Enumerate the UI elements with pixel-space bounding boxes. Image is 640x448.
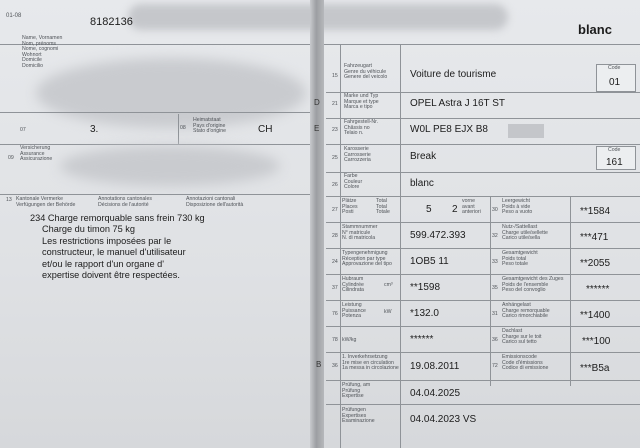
redacted-chassis-tail bbox=[508, 124, 544, 138]
payload-code: 32 bbox=[492, 233, 498, 239]
vehicle-type-code-label: Code bbox=[608, 65, 621, 71]
row23-code: 23 bbox=[332, 127, 338, 133]
first-reg-code: 36 bbox=[332, 363, 338, 369]
row26-code: 26 bbox=[332, 182, 338, 188]
inspection-labels: Prüfung, am Prüfung Expertise bbox=[342, 382, 371, 400]
ratio-unit: kW/kg bbox=[342, 337, 357, 343]
body-type: Break bbox=[410, 151, 437, 162]
expertise-labels: Prüfungen Expertises Esaminazione bbox=[342, 407, 375, 425]
power-code: 76 bbox=[332, 311, 338, 317]
empty-weight-code: 30 bbox=[492, 207, 498, 213]
side-letter-e: E bbox=[314, 124, 320, 133]
payload-labels: Nutz-/Sattellast Charge utile/sellette Carico utile/sella bbox=[502, 224, 548, 242]
first-reg-labels: 1. Inverkehrsetzung 1re mise en circulation 1a messa in circolazione bbox=[342, 354, 399, 372]
row15-labels: Fahrzeugart Genre du véhicule Genere del veicolo bbox=[344, 63, 388, 81]
power: *132.0 bbox=[410, 308, 439, 319]
cantonal-remarks: 234 Charge remorquable sans frein 730 kg Charge du timon 75 kg Les restrictions imposées par le constructeur, le manuel d'utilisateur et/ou le rapport d'un organe d' expertise doivent être respectées. bbox=[30, 213, 205, 281]
row25-labels: Karosserie Carrosserie Carrozzeria bbox=[344, 146, 371, 164]
seats-sub-labels: Total Total Totale bbox=[376, 198, 390, 216]
seats-code: 27 bbox=[332, 207, 338, 213]
row21-labels: Marke und Typ Marque et type Marca e tipo bbox=[344, 93, 379, 111]
doc-number-prefix: 01-08 bbox=[6, 13, 22, 19]
emission-labels: Emissionscode Code d'émissions Codice di emissione bbox=[502, 354, 549, 372]
chassis-number: W0L PE8 EJX B8 bbox=[410, 124, 488, 135]
remarks-labels-it: Annotazioni cantonali Disposizione dell'autorità bbox=[186, 196, 244, 208]
matricule-labels: Stammnummer N° matricule N. di matricola bbox=[342, 224, 378, 242]
row09-code: 09 bbox=[8, 155, 14, 161]
power-unit: kW bbox=[384, 309, 392, 315]
doc-number: 8182136 bbox=[90, 16, 133, 28]
power-weight-ratio: ****** bbox=[410, 334, 434, 345]
front-labels: vorne avant anteriori bbox=[462, 198, 481, 216]
header-color: blanc bbox=[578, 22, 612, 37]
cylinder: **1598 bbox=[410, 282, 441, 293]
make-model: OPEL Astra J 16T ST bbox=[410, 98, 506, 109]
row26-labels: Farbe Couleur Colore bbox=[344, 173, 363, 191]
body-code: 161 bbox=[606, 157, 623, 168]
insurance-labels: Versicherung Assurance Assicurazione bbox=[20, 145, 53, 163]
vehicle-type-code: 01 bbox=[609, 77, 621, 88]
cylinder-unit: cm³ bbox=[384, 282, 393, 288]
approval-labels: Typengenehmigung Réception par type Approvazione del tipo bbox=[342, 250, 392, 268]
redacted-insurance bbox=[60, 146, 280, 186]
train-weight: ****** bbox=[586, 284, 610, 295]
row25-code: 25 bbox=[332, 155, 338, 161]
roof-labels: Dachlast Charge sur le toit Carico sul tetto bbox=[502, 328, 542, 346]
remarks-labels-fr: Annotations cantonales Décisions de l'autorité bbox=[98, 196, 152, 208]
side-letter-b: B bbox=[316, 360, 322, 369]
gross-labels: Gesamtgewicht Poids total Peso totale bbox=[502, 250, 538, 268]
seats-labels: Plätze Places Posti bbox=[342, 198, 358, 216]
holder-labels: Name, Vornamen Nom, prénoms Nome, cognomi Wohnort Domicile Domicilio bbox=[22, 35, 63, 69]
emission-code-value: ***B5a bbox=[580, 363, 610, 374]
approval-code: 24 bbox=[332, 259, 338, 265]
roof-code: 36 bbox=[492, 337, 498, 343]
origin-value: CH bbox=[258, 124, 273, 135]
seats-front: 2 bbox=[452, 204, 458, 215]
row21-code: 21 bbox=[332, 101, 338, 107]
redacted-holder bbox=[36, 58, 306, 128]
expertise-date: 04.04.2023 VS bbox=[410, 414, 477, 425]
row23-labels: Fahrgestell-Nr. Châssis no Telaio n. bbox=[344, 119, 379, 137]
roof-load: ***100 bbox=[582, 336, 611, 347]
cylinder-code: 37 bbox=[332, 285, 338, 291]
vehicle-type: Voiture de tourisme bbox=[410, 69, 497, 80]
train-labels: Gesamtgewicht des Zuges Poids de l'ensemble Peso del convoglio bbox=[502, 276, 564, 294]
row07-code: 07 bbox=[20, 127, 26, 133]
gross-weight: **2055 bbox=[580, 258, 611, 269]
inspection-date: 04.04.2025 bbox=[410, 388, 461, 399]
empty-weight: **1584 bbox=[580, 206, 611, 217]
tow-labels: Anhängelast Charge remorquable Carico rimorchiabile bbox=[502, 302, 550, 320]
power-labels: Leistung Puissance Potenza bbox=[342, 302, 366, 320]
seats-total: 5 bbox=[426, 204, 432, 215]
side-letter-d: D bbox=[314, 98, 320, 107]
tow-weight: **1400 bbox=[580, 310, 611, 321]
empty-weight-labels: Leergewicht Poids à vide Peso a vuoto bbox=[502, 198, 533, 216]
first-registration: 19.08.2011 bbox=[410, 361, 460, 372]
matricule: 599.472.393 bbox=[410, 230, 466, 241]
payload: ***471 bbox=[580, 232, 609, 243]
type-approval: 1OB5 11 bbox=[410, 256, 449, 267]
row15-code: 15 bbox=[332, 73, 338, 79]
train-code: 35 bbox=[492, 285, 498, 291]
body-code-label: Code bbox=[608, 147, 621, 153]
origin-code: 08 bbox=[180, 125, 186, 131]
row07-value: 3. bbox=[90, 124, 99, 135]
ratio-code: 78 bbox=[332, 337, 338, 343]
emission-code: 72 bbox=[492, 363, 498, 369]
tow-code: 31 bbox=[492, 311, 498, 317]
document-fold bbox=[310, 0, 324, 448]
origin-labels: Heimatstaat Pays d'origine Stato d'origine bbox=[193, 117, 227, 135]
remarks-code: 13 bbox=[6, 197, 12, 203]
cylinder-labels: Hubraum Cylindrée Cilindrata bbox=[342, 276, 364, 294]
matricule-code: 28 bbox=[332, 233, 338, 239]
color: blanc bbox=[410, 178, 434, 189]
remarks-labels-de: Kantonale Vermerke Verfügungen der Behörde bbox=[16, 196, 76, 208]
gross-code: 33 bbox=[492, 259, 498, 265]
